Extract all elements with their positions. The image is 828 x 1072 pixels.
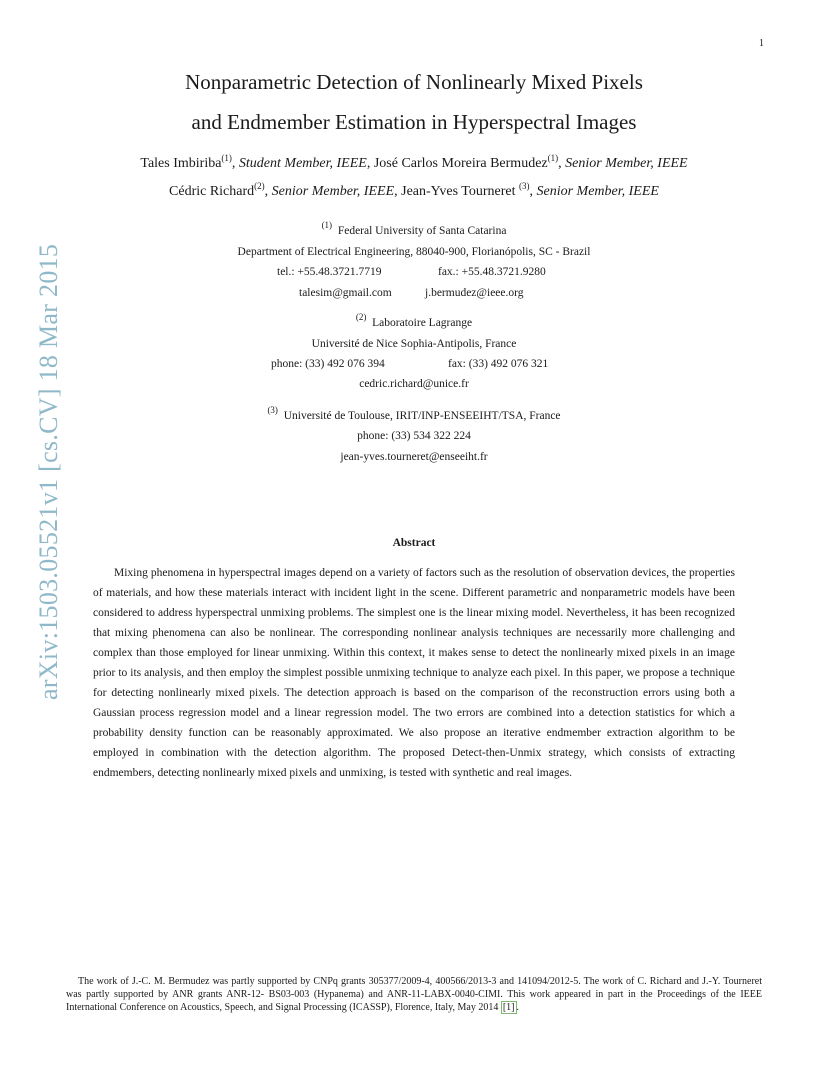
author-role: Senior Member, IEEE bbox=[565, 156, 688, 171]
author-name: Jean-Yves Tourneret bbox=[401, 184, 516, 199]
affiliation-1-department: Department of Electrical Engineering, 88040-900, Florianópolis, SC - Brazil bbox=[237, 246, 591, 258]
author-name: Cédric Richard bbox=[169, 184, 255, 199]
author-role: Senior Member, IEEE bbox=[536, 184, 659, 199]
author-role: Student Member, IEEE bbox=[238, 156, 367, 171]
affiliation-mark: (2) bbox=[355, 312, 367, 322]
author-affiliation-mark: (2) bbox=[254, 181, 265, 191]
affiliation-2-fax: fax: (33) 492 076 321 bbox=[448, 358, 549, 370]
affiliation-3-email: jean-yves.tourneret@enseeiht.fr bbox=[340, 451, 488, 463]
affiliation-1-email-1: talesim@gmail.com bbox=[299, 287, 392, 299]
author-name: José Carlos Moreira Bermudez bbox=[373, 156, 548, 171]
page-number: 1 bbox=[759, 38, 764, 49]
author-affiliation-mark: (3) bbox=[519, 181, 530, 191]
citation-link[interactable]: [1] bbox=[502, 1002, 515, 1013]
affiliation-mark: (3) bbox=[267, 405, 278, 415]
arxiv-identifier[interactable]: arXiv:1503.05521v1 [cs.CV] 18 Mar 2015 bbox=[34, 243, 63, 700]
author-line-1: Tales Imbiriba$^{(1)}$, Student Member, IEEE, José Carlos Moreira Bermudez$^{(1)}$, Senior Member, IEEE bbox=[140, 153, 688, 171]
abstract-heading: Abstract bbox=[392, 537, 436, 549]
abstract-body: Mixing phenomena in hyperspectral images depend on a variety of factors such as the resolution of observation devices, the properties of materials, and how these materials interact with incident light in the scene. Different parametric and nonparametric models have been considered to address hyperspectral unmixing problems. The simplest one is the linear mixing model. Nevertheless, it has been recognized that mixing phenomena can also be nonlinear. The corresponding nonlinear analysis techniques are necessarily more challenging and complex than those employed for linear unmixing. Within this context, it makes sense to detect the nonlinearly mixed pixels in an image prior to its analysis, and then employ the simplest possible unmixing technique to analyze each pixel. In this paper, we propose a technique for detecting nonlinearly mixed pixels. The detection approach is based on the comparison of the reconstruction errors using both a Gaussian process regression model and a linear regression model. The two errors are combined into a detection statistics for which a probability density function can be reasonably approximated. We also propose an iterative endmember extraction algorithm to be employed in combination with the detection algorithm. The proposed Detect-then-Unmix strategy, which consists of extracting endmembers, detecting nonlinearly mixed pixels and unmixing, is tested with synthetic and real images. bbox=[93, 567, 735, 779]
affiliation-3-phone: phone: (33) 534 322 224 bbox=[357, 430, 471, 442]
author-name: Tales Imbiriba bbox=[140, 156, 222, 171]
affiliation-2-department: Université de Nice Sophia-Antipolis, France bbox=[311, 338, 517, 350]
affiliation-3-name: $^{(3)}$ Université de Toulouse, IRIT/INP-ENSEEIHT/TSA, France bbox=[267, 405, 561, 422]
footnote-end: . bbox=[516, 1002, 519, 1013]
affiliation-2-phone: phone: (33) 492 076 394 bbox=[271, 358, 385, 370]
author-affiliation-mark: (1) bbox=[547, 153, 559, 163]
author-line-2: Cédric Richard$^{(2)}$, Senior Member, IEEE, Jean-Yves Tourneret $^{(3)}$, Senior Member, IEEE bbox=[169, 181, 659, 199]
footnote bbox=[66, 975, 762, 1014]
paper-title-line-2: and Endmember Estimation in Hyperspectral Images bbox=[191, 110, 637, 134]
affiliation-mark: (1) bbox=[321, 220, 333, 230]
affiliation-1-fax: fax.: +55.48.3721.9280 bbox=[438, 266, 546, 278]
affiliation-1-name: $^{(1)}$ Federal University of Santa Catarina bbox=[321, 220, 507, 237]
paper-title-line-1: Nonparametric Detection of Nonlinearly Mixed Pixels bbox=[185, 70, 643, 94]
affiliation-1-tel: tel.: +55.48.3721.7719 bbox=[277, 266, 382, 278]
footnote-text: The work of J.-C. M. Bermudez was partly supported by CNPq grants 305377/2009-4, 400566/2013-3 and 141094/2012-5. The work of C. Richard and J.-Y. Tourneret was partly supported by ANR grants ANR-12- BS03-003 (Hypanema) and ANR-11-LABX-0040-CIMI. This work appeared in part in the Proceedings of the IEEE International Conference on Acoustics, Speech, and Signal Processing (ICASSP), Florence, Italy, May 2014 bbox=[66, 976, 762, 1013]
author-role: Senior Member, IEEE bbox=[271, 184, 395, 199]
author-affiliation-mark: (1) bbox=[221, 153, 232, 163]
affiliation-2-name: $^{(2)}$ Laboratoire Lagrange bbox=[355, 312, 473, 329]
affiliation-1-email-2: j.bermudez@ieee.org bbox=[425, 287, 524, 299]
affiliation-2-email: cedric.richard@unice.fr bbox=[359, 378, 469, 390]
